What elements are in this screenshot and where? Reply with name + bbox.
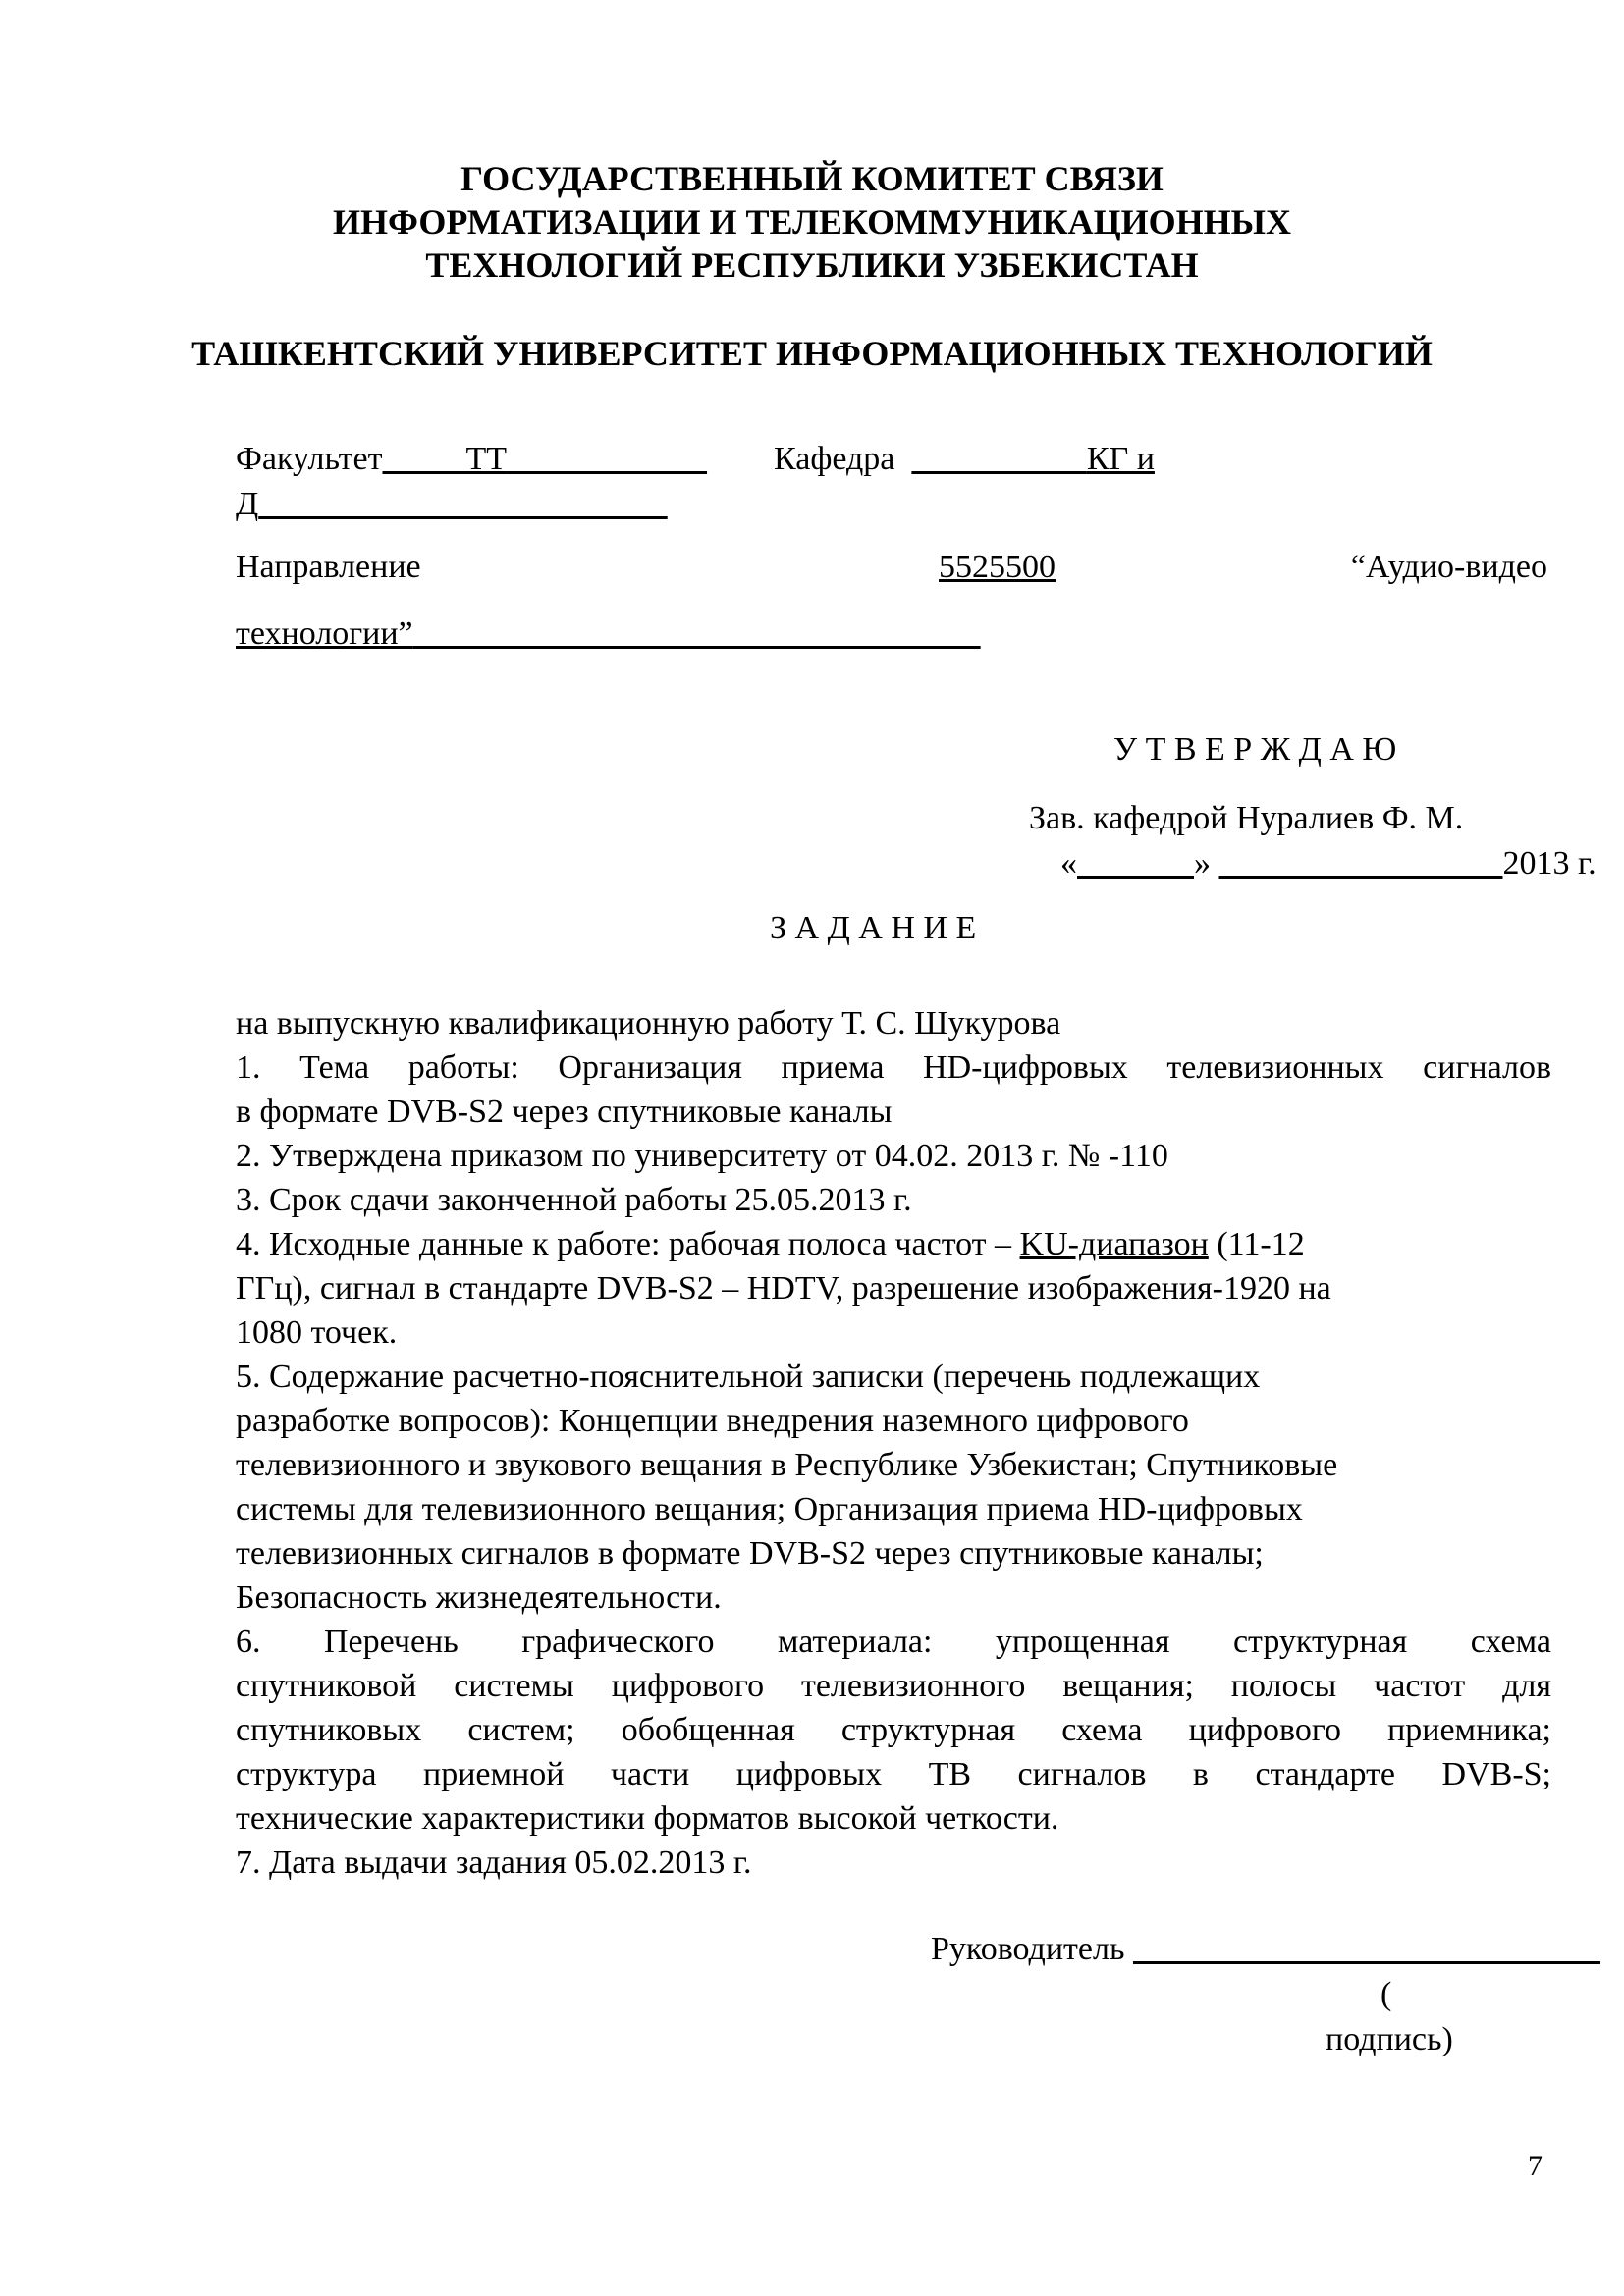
direction-name-end: технологии” (236, 615, 413, 652)
task-item-6-line-2: спутниковой системы цифрового телевизионного вещания; полосы частот для (236, 1668, 1551, 1704)
faculty-row (236, 438, 707, 481)
task-item-5-line-1: 5. Содержание расчетно-пояснительной записки (перечень подлежащих (236, 1359, 1261, 1395)
header-line-1: ГОСУДАРСТВЕННЫЙ КОМИТЕТ СВЯЗИ (460, 159, 1164, 198)
task-item-1-line-1: 1. Тема работы: Организация приема HD-цифровых телевизионных сигналов (236, 1049, 1551, 1086)
task-item-6-line-1: 6. Перечень графического материала: упрощенная структурная схема (236, 1624, 1551, 1660)
signature-label: Руководитель (931, 1931, 1125, 1967)
direction-value (939, 546, 1547, 589)
faculty-value: ТТ (465, 441, 508, 477)
task-body (236, 1001, 1551, 1885)
direction-label: Направление (236, 549, 421, 585)
faculty-label: Факультет (236, 441, 383, 477)
task-item-6-line-3: спутниковых систем; обобщенная структурная схема цифрового приемника; (236, 1712, 1551, 1748)
page-number: 7 (1528, 2150, 1543, 2182)
direction-code: 5525500 (939, 549, 1056, 585)
task-item-4-line-3: 1080 точек. (236, 1314, 398, 1351)
department-row (774, 438, 1155, 481)
approval-year: 2013 г. (1502, 845, 1597, 881)
department-row-cont (236, 483, 668, 526)
department-value: КГ и (1086, 441, 1155, 477)
direction-row-cont (236, 613, 981, 656)
signature-row (931, 1928, 1600, 1971)
signature-line (1133, 1931, 1600, 1967)
task-item-4-line-2: ГГц), сигнал в стандарте DVB-S2 – HDTV, разрешение изображения-1920 на (236, 1270, 1331, 1307)
task-item-1-line-2: в формате DVB-S2 через спутниковые каналы (236, 1094, 893, 1130)
task-item-7: 7. Дата выдачи задания 05.02.2013 г. (236, 1844, 752, 1881)
department-value-cont: Д (236, 486, 259, 522)
task-intro: на выпускную квалификационную работу Т. С. Шукурова (236, 1005, 1061, 1041)
task-item-5-line-2: разработке вопросов): Концепции внедрения наземного цифрового (236, 1403, 1189, 1439)
task-item-5-line-6: Безопасность жизнедеятельности. (236, 1579, 722, 1616)
university-name: ТАШКЕНТСКИЙ УНИВЕРСИТЕТ ИНФОРМАЦИОННЫХ ТЕХНОЛОГИЙ (191, 334, 1433, 373)
task-item-5-line-5: телевизионных сигналов в формате DVB-S2 через спутниковые каналы; (236, 1535, 1264, 1572)
task-title: З А Д А Н И Е (770, 910, 977, 946)
signature-caption: подпись) (1326, 2021, 1453, 2057)
department-label: Кафедра (774, 441, 895, 477)
approval-by: Зав. кафедрой Нуралиев Ф. М. (1029, 800, 1464, 836)
header-line-3: ТЕХНОЛОГИЙ РЕСПУБЛИКИ УЗБЕКИСТАН (425, 245, 1199, 285)
direction-name-start: “Аудио-видео (1350, 549, 1547, 585)
task-item-5-line-4: системы для телевизионного вещания; Организация приема HD-цифровых (236, 1491, 1303, 1527)
header-line-2: ИНФОРМАТИЗАЦИИ И ТЕЛЕКОММУНИКАЦИОННЫХ (333, 202, 1291, 241)
approval-date: « » 2013 г. (1060, 845, 1597, 881)
ku-band-link: KU-диапазон (1019, 1226, 1209, 1262)
task-item-6-line-5: технические характеристики форматов высокой четкости. (236, 1800, 1059, 1837)
task-item-5-line-3: телевизионного и звукового вещания в Республике Узбекистан; Спутниковые (236, 1447, 1338, 1483)
task-item-3: 3. Срок сдачи законченной работы 25.05.2013 г. (236, 1182, 912, 1218)
approval-title: У Т В Е Р Ж Д А Ю (1113, 731, 1397, 768)
task-item-2: 2. Утверждена приказом по университету от 04.02. 2013 г. № -110 (236, 1138, 1168, 1174)
task-item-6-line-4: структура приемной части цифровых ТВ сигналов в стандарте DVB-S; (236, 1756, 1551, 1792)
signature-paren: ( (1380, 1976, 1392, 2012)
task-item-4-line-1: 4. Исходные данные к работе: рабочая полоса частот – KU-диапазон (11-12 (236, 1226, 1305, 1262)
